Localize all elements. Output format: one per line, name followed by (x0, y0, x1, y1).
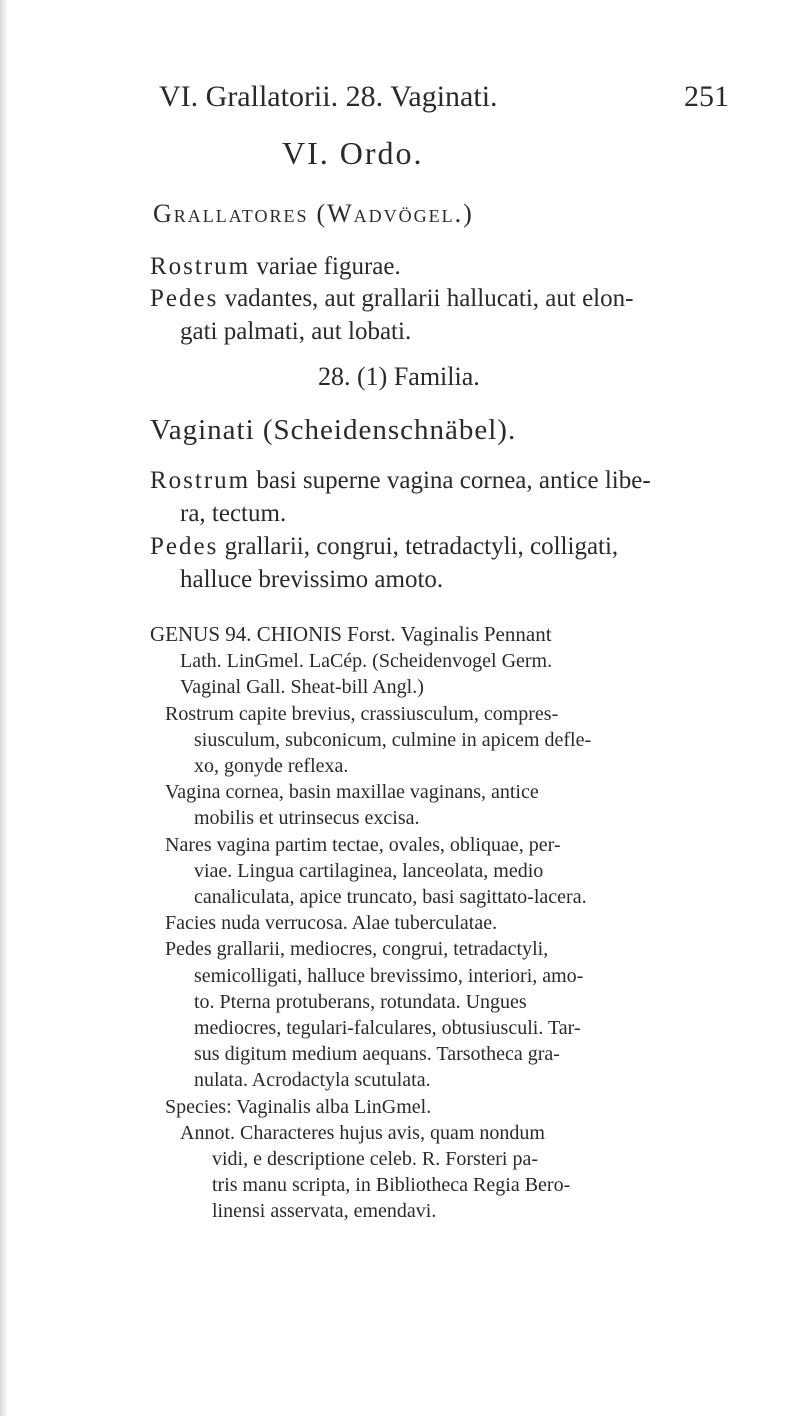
genus-line: Pedes grallarii, mediocres, congrui, tetradactyli, (165, 938, 549, 960)
order-char-text: variae figurae. (250, 253, 401, 280)
genus-line: semicolligati, halluce brevissimo, interiori, amo- (194, 965, 584, 987)
family-char-term: Rostrum (150, 467, 251, 494)
genus-line: vidi, e descriptione celeb. R. Forsteri pa- (212, 1148, 539, 1170)
genus-line: Vaginal Gall. Sheat-bill Angl.) (180, 676, 424, 698)
family-char-term: Pedes (150, 533, 219, 560)
family-char-text: halluce brevissimo amoto. (180, 566, 444, 593)
genus-line: to. Pterna protuberans, rotundata. Ungues (194, 991, 527, 1013)
family-char-line (180, 567, 443, 592)
running-header (159, 82, 729, 112)
family-char-text: ra, tectum. (180, 500, 287, 527)
page-edge-shadow (0, 0, 8, 1416)
genus-line: GENUS 94. CHIONIS Forst. Vaginalis Pennant (150, 622, 552, 646)
order-char-text: vadantes, aut grallarii hallucati, aut elon- (218, 285, 634, 312)
genus-line: Facies nuda verrucosa. Alae tuberculatae. (165, 912, 498, 934)
order-char-term: Rostrum (150, 253, 251, 280)
order-title-latin: Grallatores (153, 199, 309, 228)
order-char-term: Pedes (150, 285, 219, 312)
ordo-heading: VI. Ordo. (282, 135, 424, 171)
family-char-text: basi superne vagina cornea, antice libe- (250, 467, 651, 494)
running-title: VI. Grallatorii. 28. Vaginati. (159, 80, 498, 113)
family-char-line (150, 534, 618, 559)
genus-line: mediocres, tegulari-falculares, obtusiusculi. Tar- (194, 1017, 581, 1039)
genus-line: siusculum, subconicum, culmine in apicem defle- (194, 729, 592, 751)
family-heading: 28. (1) Familia. (318, 362, 480, 391)
genus-line: Annot. Characteres hujus avis, quam nondum (180, 1122, 545, 1144)
genus-line: Species: Vaginalis alba LinGmel. (165, 1096, 432, 1118)
genus-line: linensi asservata, emendavi. (212, 1200, 437, 1222)
genus-line: xo, gonyde reflexa. (194, 755, 349, 777)
genus-line: sus digitum medium aequans. Tarsotheca gra- (194, 1043, 560, 1065)
genus-line: nulata. Acrodactyla scutulata. (194, 1069, 431, 1091)
family-char-line (180, 501, 286, 526)
order-char-line (180, 319, 411, 344)
family-name: Vaginati (Scheidenschnäbel). (150, 414, 517, 446)
page-number: 251 (684, 80, 729, 113)
genus-line: tris manu scripta, in Bibliotheca Regia Bero- (212, 1174, 571, 1196)
genus-line: canaliculata, apice truncato, basi sagittato-lacera. (194, 886, 587, 908)
family-char-text: grallarii, congrui, tetradactyli, colligati, (218, 533, 619, 560)
genus-line: Nares vagina partim tectae, ovales, obliquae, per- (165, 834, 561, 856)
family-char-line (150, 468, 651, 493)
order-char-line (150, 286, 633, 311)
order-char-line (150, 254, 401, 279)
genus-line: Lath. LinGmel. LaCép. (Scheidenvogel Germ. (180, 650, 553, 672)
order-char-text: gati palmati, aut lobati. (180, 318, 412, 345)
genus-line: mobilis et utrinsecus excisa. (194, 807, 420, 829)
genus-line: Rostrum capite brevius, crassiusculum, compres- (165, 703, 559, 725)
genus-line: Vagina cornea, basin maxillae vaginans, antice (165, 781, 539, 803)
order-title (153, 201, 474, 227)
genus-line: viae. Lingua cartilaginea, lanceolata, medio (194, 860, 544, 882)
order-title-vernacular: (Wadvögel.) (316, 199, 474, 228)
